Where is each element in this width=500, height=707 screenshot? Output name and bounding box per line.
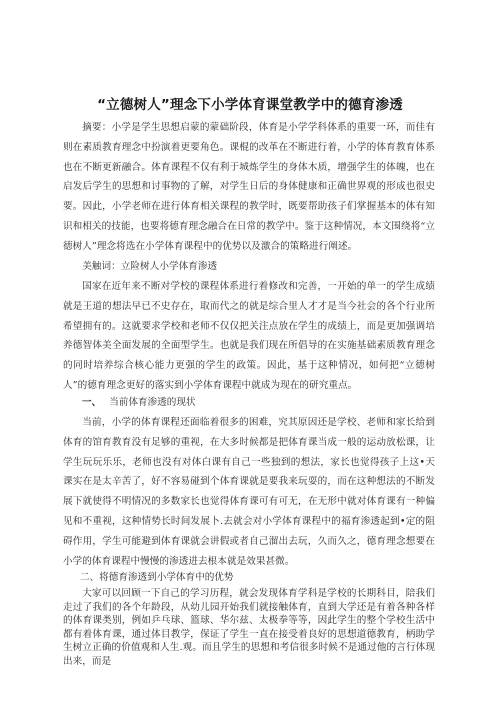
introduction-paragraph: 国家在近年来不断对学校的课程体系进行着修改和完善，一开始的单一的学生成绩就是王道的想法早已不史存在，取而代之的就是综合里人才才是当今社会的各个行业所希望拥有的。这就要求学校和老师不仅仅把关注点放在学生的成绩上，而是更加强调培养德智体美全面发展的全面型学生。也就是我们现在所倡导的在实施基础素质教育理念的同时培养综合核心能力更强的学生的政策。因此，基于这种情况，如何把“立德树人”的德育理念更好的落实到小学体育课程中就成为现在的研究重点。 [63,281,435,391]
document-title: “立德树人”理念下小学体育课堂教学中的德育渗透 [97,97,403,113]
section-2-heading: 二、将德育渗透到小学体育中的优势 [80,572,234,583]
section-1-number: 一、 [82,397,102,408]
section-2-body: 大家可以回顾一下自己的学习历程，就会发现体育学科是学校的长期科目，陪我们走过了我们的各个年龄段，从幼儿园开始我们就接触体育，直到大学还是有着各种各样的体育课类别，例如乒乓球、篮球、华尔兹、太极拳等等，因此学生的整个学校生活中都有着体育课，通过体目教学，保证了学生一直在接受着良好的思想道德教育，柄助学生树立正确的价值观和人生.观。而且学生的思想和考信很多时候不是通过他的言行体现出来，而是 [63,588,435,667]
section-1-heading [82,396,196,410]
abstract-paragraph: 摘要：小学是学生思想启蒙的蒙础阶段，体育是小学学科体系的重要一环，而佳有则在素质教育理念中扮演着更要角色。课棍的改革在不断进行着，小学的体育教育体系也在不断更新融合。体育课程不仅有利于城炼学生的身体木质，增强学生的体魄，也在启发后学生的思想和讨事物的了解，对学生日后的身体健康和正确世界观的形成也很史要。因此，小学老师在进行体育相关课程的教学时，既要帮助孩子们掌握基本的体有知识和相关的技能，也要将德育理念融合在日常的教学中。鉴于这种情况，本文围绕将“立德树人”理念将选在小学体育课程中的优势以及激合的策略进行阐述。 [63,122,435,252]
section-1-title: 当前体育渗透的现状 [109,397,196,408]
keywords-line: 美触词：立险树人小学体育渗透 [82,261,218,272]
section-1-body: 当前，小学的体育课程还面临着很多的困难，究其原因还是学校、老师和家长给到体育的馆育教育没有足够的重视，在大多时候都是把体育课当成一般的运动放松课，让学生玩玩乐乐，老师也没有对体白课有自己一些独到的想法，家长也觉得孩子上这•天课实在是太辛苦了，好不容易碰到个体育课就是要我来玩耍的，而在这种想法的不断发展下就使得不明情况的多数家长也觉得体育课可有可无，在无形中就对体育课有一种偏见和不重视，这种情势长时间发展卜.去就会对小学体育课程中的福育渗透起到•定的阻碍作用，学生可能避到体育课就会讲假或者自己溜出去玩，久而久之，德育理念想要在小学的体育课程中慢慢的渗透进去根本就是效果甚微。 [63,417,435,567]
